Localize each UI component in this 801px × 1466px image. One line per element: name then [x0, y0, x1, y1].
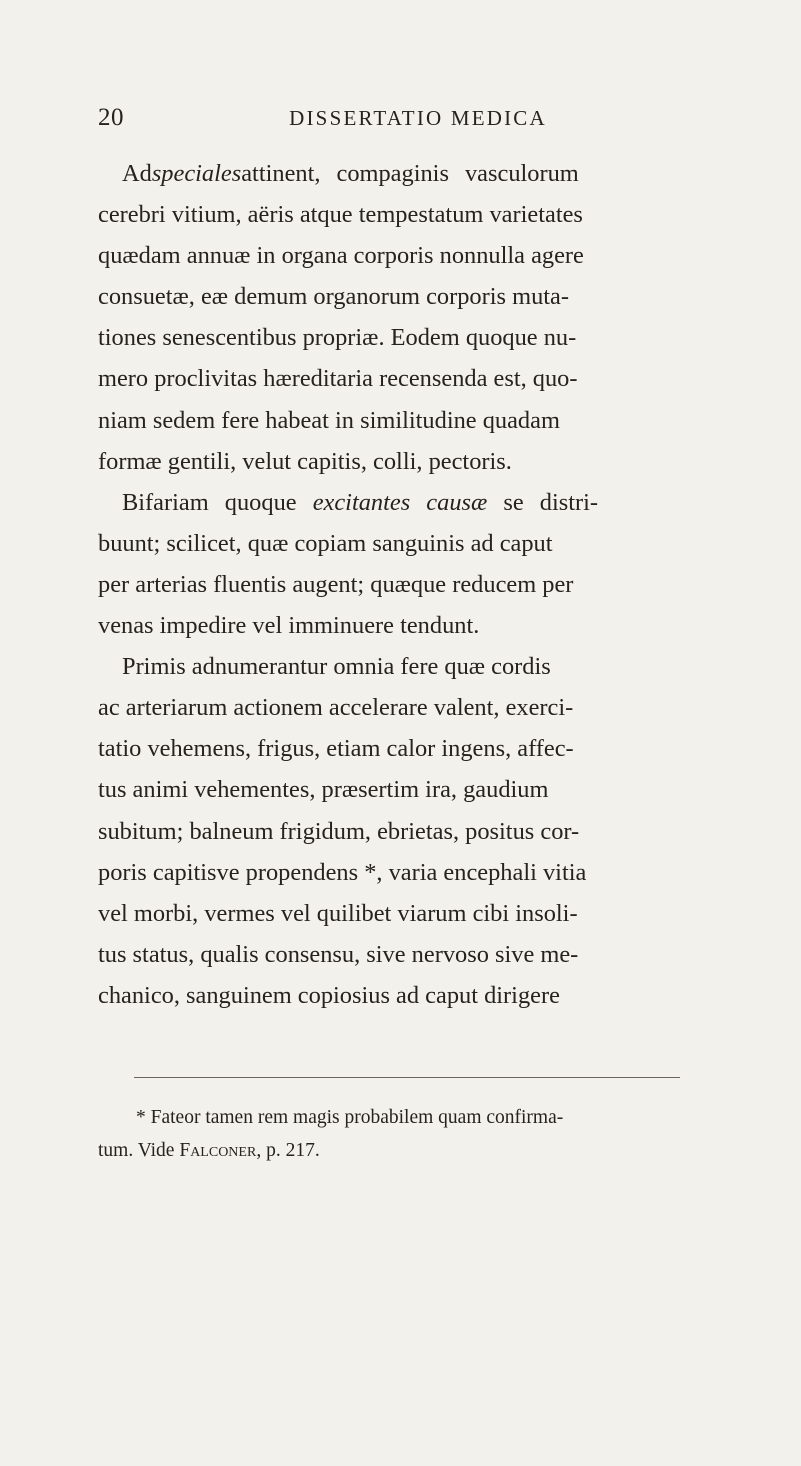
- text-line: [98, 153, 698, 194]
- text-line: [98, 441, 798, 482]
- text-segment: consuetæ, eæ demum organorum corporis muta-: [98, 283, 570, 311]
- footnote-author: Falconer: [179, 1140, 257, 1161]
- text-line: [98, 934, 698, 975]
- text-segment: niam sedem fere habeat in similitudine quadam: [98, 406, 560, 434]
- header-title: DISSERTATIO MEDICA: [289, 106, 547, 130]
- footnote-text: tum. Vide: [98, 1140, 180, 1161]
- running-head: [98, 104, 738, 144]
- footnote-divider: [134, 1077, 680, 1078]
- text-line: [98, 400, 698, 441]
- text-line: [98, 358, 698, 399]
- text-segment: tus status, qualis consensu, sive nervoso sive me-: [98, 940, 579, 968]
- page-number: 20: [98, 104, 124, 131]
- text-segment: tus animi vehementes, præsertim ira, gaudium: [98, 776, 549, 804]
- text-segment: attinent, compaginis vasculorum: [241, 160, 579, 187]
- text-segment: formæ gentili, velut capitis, colli, pectoris.: [98, 447, 512, 475]
- text-segment: cerebri vitium, aëris atque tempestatum varietates: [98, 201, 583, 229]
- text-line: [98, 769, 698, 810]
- footnote-line: [98, 1134, 698, 1167]
- text-segment: subitum; balneum frigidum, ebrietas, positus cor-: [98, 817, 580, 845]
- text-segment: buunt; scilicet, quæ copiam sanguinis ad caput: [98, 529, 553, 557]
- text-segment: tatio vehemens, frigus, etiam calor ingens, affec-: [98, 735, 574, 763]
- footnote: [98, 1101, 698, 1167]
- text-line: [98, 317, 698, 358]
- text-line: [98, 523, 698, 564]
- footnote-text: * Fateor tamen rem magis probabilem quam confirma-: [136, 1107, 564, 1128]
- text-segment: chanico, sanguinem copiosius ad caput dirigere: [98, 981, 560, 1009]
- text-line: [98, 235, 698, 276]
- text-segment: per arterias fluentis augent; quæque reducem per: [98, 570, 574, 598]
- text-line: [98, 564, 698, 605]
- main-text: [98, 153, 798, 1016]
- text-line: [98, 811, 698, 852]
- text-segment: tiones senescentibus propriæ. Eodem quoque nu-: [98, 324, 577, 352]
- italic-term: speciales: [151, 160, 242, 187]
- text-segment: Bifariam quoque: [122, 488, 313, 516]
- text-line: [98, 975, 798, 1016]
- text-segment: ac arteriarum actionem accelerare valent, exerci-: [98, 694, 574, 722]
- text-segment: Primis adnumerantur omnia fere quæ cordis: [122, 653, 551, 681]
- footnote-line: [98, 1101, 698, 1134]
- text-line: [98, 687, 698, 728]
- text-segment: vel morbi, vermes vel quilibet viarum cibi insoli-: [98, 899, 578, 927]
- text-line: [98, 194, 698, 235]
- text-line: [98, 893, 698, 934]
- text-segment: mero proclivitas hæreditaria recensenda est, quo-: [98, 365, 578, 393]
- text-line: [98, 276, 698, 317]
- text-line: [98, 482, 698, 523]
- text-line: [98, 646, 698, 687]
- text-line: [98, 728, 698, 769]
- text-segment: poris capitisve propendens *, varia encephali vitia: [98, 858, 587, 886]
- text-line: [98, 605, 798, 646]
- text-segment: venas impedire vel imminuere tendunt.: [98, 612, 480, 640]
- footnote-text: , p. 217.: [256, 1140, 320, 1161]
- text-line: [98, 852, 698, 893]
- text-segment: Ad: [122, 160, 152, 187]
- text-segment: se distri-: [487, 488, 599, 516]
- italic-term: excitantes causæ: [312, 488, 488, 516]
- text-segment: quædam annuæ in organa corporis nonnulla agere: [98, 242, 584, 270]
